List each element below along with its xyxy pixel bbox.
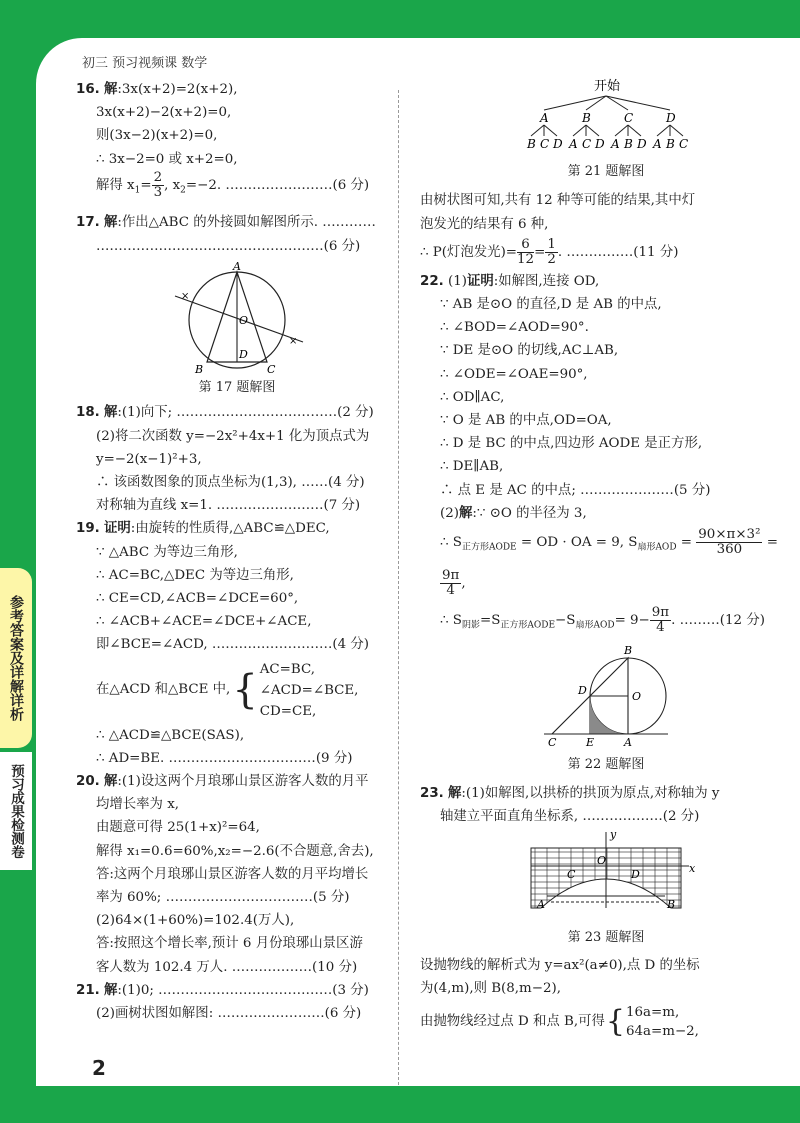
q19-line9: ∴ AD=BE. ……………………………(9 分) — [96, 750, 353, 766]
side-tabs — [0, 568, 32, 868]
question-17 — [76, 211, 398, 399]
q19-line1: :由旋转的性质得,△ABC≌△DEC, — [130, 521, 330, 537]
q21-frac1-num: 6 — [517, 238, 534, 253]
q18-line5: 对称轴为直线 x=1. ……………………(7 分) — [96, 498, 361, 514]
q22-label-a: A — [624, 736, 632, 749]
tree-edge-C-D — [628, 125, 641, 136]
q22-label-e: E — [586, 736, 595, 749]
q23-figure — [420, 828, 792, 928]
q16-jie: 解 — [104, 82, 118, 97]
tree-leaf-C-B: B — [624, 137, 633, 151]
q19-line8: ∴ △ACD≌△BCE(SAS), — [96, 727, 245, 743]
q18-number: 18. — [76, 405, 100, 421]
q22-caption: 第 22 题解图 — [567, 756, 645, 772]
q21-line2: (2)画树状图如解图: ……………………(6 分) — [96, 1005, 362, 1021]
q23-line5 — [420, 1000, 792, 1044]
q16-l5e: =−2. ……………………(6 分) — [185, 177, 370, 193]
q18-jie: 解 — [104, 405, 118, 421]
q23-label-d: D — [631, 868, 640, 882]
q21-frac2-num: 1 — [547, 236, 556, 252]
tree-edge-B-A — [573, 125, 586, 136]
q22-line5: ∴ ∠ODE=∠OAE=90°, — [440, 366, 588, 382]
q22-label-o: O — [632, 690, 642, 704]
question-21 — [76, 979, 398, 1025]
q20-line2: 均增长率为 x, — [96, 797, 180, 813]
q21-r3b: . ……………(11 分) — [557, 244, 679, 260]
q20-number: 20. — [76, 773, 100, 789]
q23-label-b: B — [667, 898, 676, 912]
q22-label-c: C — [548, 736, 557, 749]
left-column — [76, 78, 398, 1025]
q17-jie: 解 — [104, 215, 118, 231]
tree-leaf-C-D: D — [637, 137, 647, 151]
q22-l11c: :∵ ⊙O 的半径为 3, — [472, 505, 587, 521]
q19-line7 — [76, 659, 398, 722]
q22-l12e: = — [762, 535, 778, 551]
q22-line7: ∵ O 是 AB 的中点,OD=OA, — [440, 413, 612, 429]
q23-system-1: 16a=m, — [626, 1005, 680, 1021]
q23-system-2: 64a=m−2, — [626, 1024, 699, 1040]
q19-system-3: CD=CE, — [259, 703, 317, 719]
side-tab-test: 预习成果检测卷 — [0, 752, 32, 870]
q23-brace: { — [605, 1004, 625, 1040]
q21-caption: 第 21 题解图 — [567, 164, 645, 180]
q22-l14b: =S — [479, 612, 501, 628]
q17-label-c: C — [267, 362, 276, 376]
q23-line2: 轴建立平面直角坐标系, ………………(2 分) — [440, 809, 700, 824]
q17-label-b: B — [195, 362, 204, 376]
tree-node-C: C — [624, 111, 634, 125]
q23-label-y: y — [610, 828, 617, 842]
q22-l11a: (2) — [440, 505, 459, 521]
tree-node-A: A — [540, 111, 549, 125]
q22-frac2-den: 4 — [446, 582, 455, 598]
q20-line4: 解得 x₁=0.6=60%,x₂=−2.6(不合题意,舍去), — [96, 843, 374, 859]
q23-label-c: C — [567, 868, 576, 882]
q17-line1: :作出△ABC 的外接圆如解图所示. ………… — [117, 215, 376, 231]
tree-edge-A-B — [531, 125, 544, 136]
q23-label-x: x — [689, 862, 696, 876]
q20-line7: (2)64×(1+60%)=102.4(万人), — [96, 913, 295, 929]
q20-line3: 由题意可得 25(1+x)²=64, — [96, 820, 260, 836]
q23-line4: 为(4,m),则 B(8,m−2), — [420, 980, 561, 996]
q19-line3: ∴ AC=BC,△DEC 为等边三角形, — [96, 567, 294, 583]
q16-l5a: 解得 x — [96, 177, 135, 193]
q16-line5: 解得 $x_1=$ $\frac{2}{3}$ , $x_2=-2$. ……………………(6 分) — [96, 169, 370, 200]
question-22 — [420, 270, 792, 776]
q16-l5c: , x — [164, 177, 181, 193]
question-16 — [76, 78, 398, 205]
right-column — [420, 78, 792, 1044]
q16-number: 16. — [76, 82, 100, 97]
q16-frac-num: 2 — [153, 169, 163, 185]
q17-caption: 第 17 题解图 — [198, 380, 276, 396]
q22-diagram — [536, 644, 676, 748]
tree-leaf-A-D: D — [553, 137, 563, 151]
tree-edge-root-3 — [606, 96, 670, 110]
q18-line4: ∴ 该函数图象的顶点坐标为(1,3), ……(4 分) — [96, 474, 365, 490]
q19-system-2: ∠ACD=∠BCE, — [259, 682, 359, 698]
question-18 — [76, 401, 398, 517]
q17-diagram — [157, 258, 317, 376]
q20-line6: 率为 60%; ……………………………(5 分) — [96, 889, 350, 905]
side-tab-answers: 参考答案及详解详析 — [0, 568, 32, 748]
q22-line4: ∵ DE 是⊙O 的切线,AC⊥AB, — [440, 343, 619, 359]
q22-line14 — [420, 602, 792, 645]
q22-figure — [420, 644, 792, 756]
tree-node-D: D — [666, 111, 676, 125]
q21-figure — [420, 78, 792, 183]
q21-frac1-den: 12 — [517, 251, 535, 267]
q22-frac1-num: 90×π×3² — [698, 527, 761, 543]
q21-r3a: ∴ P(灯泡发光)= — [420, 244, 518, 260]
q22-line3: ∴ ∠BOD=∠AOD=90°. — [440, 320, 589, 336]
q22-l14e: . ………(12 分) — [671, 612, 765, 628]
tree-leaf-D-A: A — [653, 137, 662, 151]
q20-line9: 客人数为 102.4 万人. ………………(10 分) — [96, 959, 358, 975]
q23-line3: 设抛物线的解析式为 y=ax²(a≠0),点 D 的坐标 — [420, 957, 700, 973]
q22-l14s1: 阴影 — [461, 620, 480, 631]
q22-l12s2: 扇形AOD — [637, 542, 677, 553]
q22-zm: 证明 — [466, 273, 494, 289]
tree-leaf-B-D: D — [595, 137, 605, 151]
q19-number: 19. — [76, 521, 100, 537]
q17-figure — [76, 258, 398, 384]
q23-system — [626, 1003, 699, 1041]
q21-r1: 由树状图可知,共有 12 种等可能的结果,其中灯 — [420, 193, 696, 209]
q17-label-o: O — [239, 313, 249, 327]
svg-text:×: × — [181, 290, 190, 302]
q19-zm: 证明 — [104, 521, 131, 537]
q21-line1: :(1)0; …………………………………(3 分) — [117, 982, 369, 998]
page-number: 2 — [92, 1056, 106, 1080]
q22-line11 — [420, 502, 792, 525]
q22-line1: :如解图,连接 OD, — [493, 273, 600, 289]
q22-l14c: −S — [555, 612, 576, 628]
q22-line10: ∴ 点 E 是 AC 的中点; …………………(5 分) — [440, 482, 711, 498]
tree-leaf-A-C: C — [540, 137, 550, 151]
q19-brace: { — [232, 667, 258, 714]
q19-line5: ∴ ∠ACB+∠ACE=∠DCE+∠ACE, — [96, 614, 312, 630]
q20-line1: :(1)设这两个月琅琊山景区游客人数的月平 — [117, 773, 369, 789]
q19-line2: ∵ △ABC 为等边三角形, — [96, 544, 238, 560]
page-sheet — [36, 38, 800, 1086]
question-23 — [420, 782, 792, 1044]
tree-leaf-C-A: A — [611, 137, 620, 151]
q22-frac3-num: 9π — [651, 604, 670, 620]
q17-number: 17. — [76, 215, 100, 231]
tree-leaf-D-C: C — [679, 137, 689, 151]
page-header: 初三 预习视频课 数学 — [82, 56, 208, 71]
q22-l14s2: 正方形AODE — [500, 620, 556, 631]
q16-line2: 3x(x+2)−2(x+2)=0, — [96, 105, 232, 121]
q16-frac-den: 3 — [153, 184, 163, 200]
q22-l1a: (1) — [448, 273, 467, 289]
q19-line4: ∴ CE=CD,∠ACB=∠DCE=60°, — [96, 590, 299, 606]
q23-label-o: O — [597, 854, 607, 868]
tree-leaf-B-A: A — [569, 137, 578, 151]
q22-frac1-den: 360 — [716, 542, 743, 558]
q22-line2: ∵ AB 是⊙O 的直径,D 是 AB 的中点, — [440, 297, 662, 313]
q17-line2: ……………………………………………(6 分) — [96, 238, 361, 254]
q21-frac2 — [545, 238, 558, 267]
q21-frac1 — [517, 238, 534, 267]
q22-number: 22. — [420, 273, 444, 289]
q22-l13e: , — [461, 575, 466, 591]
q19-line6: 即∠BCE=∠ACD, ………………………(4 分) — [96, 637, 369, 653]
q21-jie: 解 — [104, 982, 118, 998]
q22-frac2 — [440, 569, 461, 598]
tree-node-B: B — [582, 111, 591, 125]
q23-caption: 第 23 题解图 — [567, 930, 645, 946]
q18-line3: y=−2(x−1)²+3, — [96, 451, 202, 467]
q22-label-b: B — [624, 644, 633, 658]
q16-line1: :3x(x+2)=2(x+2), — [117, 82, 238, 97]
q22-l12c: = — [676, 535, 697, 551]
q22-l14s3: 扇形AOD — [575, 620, 615, 631]
q22-l14d: = 9− — [614, 612, 650, 628]
q21-frac2-den: 2 — [547, 251, 556, 267]
column-divider — [398, 90, 399, 1086]
q20-line8: 答:按照这个增长率,预计 6 月份琅琊山景区游 — [96, 936, 363, 952]
tree-edge-C-A — [615, 125, 628, 136]
q16-line3: 则(3x−2)(x+2)=0, — [96, 128, 218, 144]
q17-label-a: A — [233, 259, 241, 273]
q23-label-a: A — [537, 898, 545, 912]
q22-frac1 — [696, 528, 762, 557]
question-19 — [76, 517, 398, 770]
q22-line9: ∴ DE∥AB, — [440, 459, 504, 475]
q17-label-d: D — [239, 347, 248, 361]
q22-line12 — [420, 525, 792, 566]
q16-frac — [152, 171, 165, 200]
q22-l12s1: 正方形AODE — [461, 542, 517, 553]
q18-line2: (2)将二次函数 y=−2x²+4x+1 化为顶点式为 — [96, 428, 370, 444]
q20-line5: 答:这两个月琅琊山景区游客人数的月平均增长 — [96, 866, 369, 882]
q19-l7-text: 在△ACD 和△BCE 中, — [96, 682, 231, 698]
q22-frac3-den: 4 — [656, 619, 665, 635]
q22-l12b: = OD · OA = 9, S — [516, 535, 638, 551]
q22-line13 — [420, 566, 792, 602]
q18-line1: :(1)向下; ………………………………(2 分) — [117, 405, 374, 421]
q22-l14a: ∴ S — [440, 612, 462, 628]
tree-edge-A-D — [544, 125, 557, 136]
q23-l5-text: 由抛物线经过点 D 和点 B,可得 — [420, 1014, 605, 1030]
q23-number: 23. — [420, 785, 444, 801]
q16-line4: ∴ 3x−2=0 或 x+2=0, — [96, 151, 238, 167]
q22-l12a: ∴ S — [440, 535, 462, 551]
tree-leaf-D-B: B — [666, 137, 675, 151]
q22-frac3 — [650, 606, 671, 635]
q21-r2: 泡发光的结果有 6 种, — [420, 216, 549, 232]
q22-label-d: D — [578, 684, 587, 698]
q23-line1: :(1)如解图,以拱桥的拱顶为原点,对称轴为 y — [461, 785, 720, 801]
tree-leaf-B-C: C — [582, 137, 592, 151]
svg-text:×: × — [289, 335, 298, 347]
q22-line6: ∴ OD∥AC, — [440, 389, 505, 405]
q22-frac2-num: 9π — [442, 567, 460, 583]
q19-system — [260, 659, 359, 722]
q21-tree-diagram — [516, 78, 696, 158]
q21-tree-root: 开始 — [594, 79, 621, 94]
tree-edge-B-D — [586, 125, 599, 136]
q22-line8: ∴ D 是 BC 的中点,四边形 AODE 是正方形, — [440, 436, 703, 452]
q21-r3eq: = — [534, 244, 546, 260]
q22-l11b: 解 — [458, 505, 473, 521]
q23-diagram — [511, 828, 701, 920]
q20-jie: 解 — [104, 773, 118, 789]
q21-r3 — [420, 236, 792, 270]
tree-edge-D-A — [657, 125, 670, 136]
tree-leaf-A-B: B — [527, 137, 536, 151]
q21-number: 21. — [76, 982, 100, 998]
tree-edge-D-C — [670, 125, 683, 136]
q16-l5b: = — [140, 177, 152, 193]
q23-jie: 解 — [448, 785, 462, 801]
q19-system-1: AC=BC, — [259, 661, 316, 677]
question-20 — [76, 770, 398, 979]
